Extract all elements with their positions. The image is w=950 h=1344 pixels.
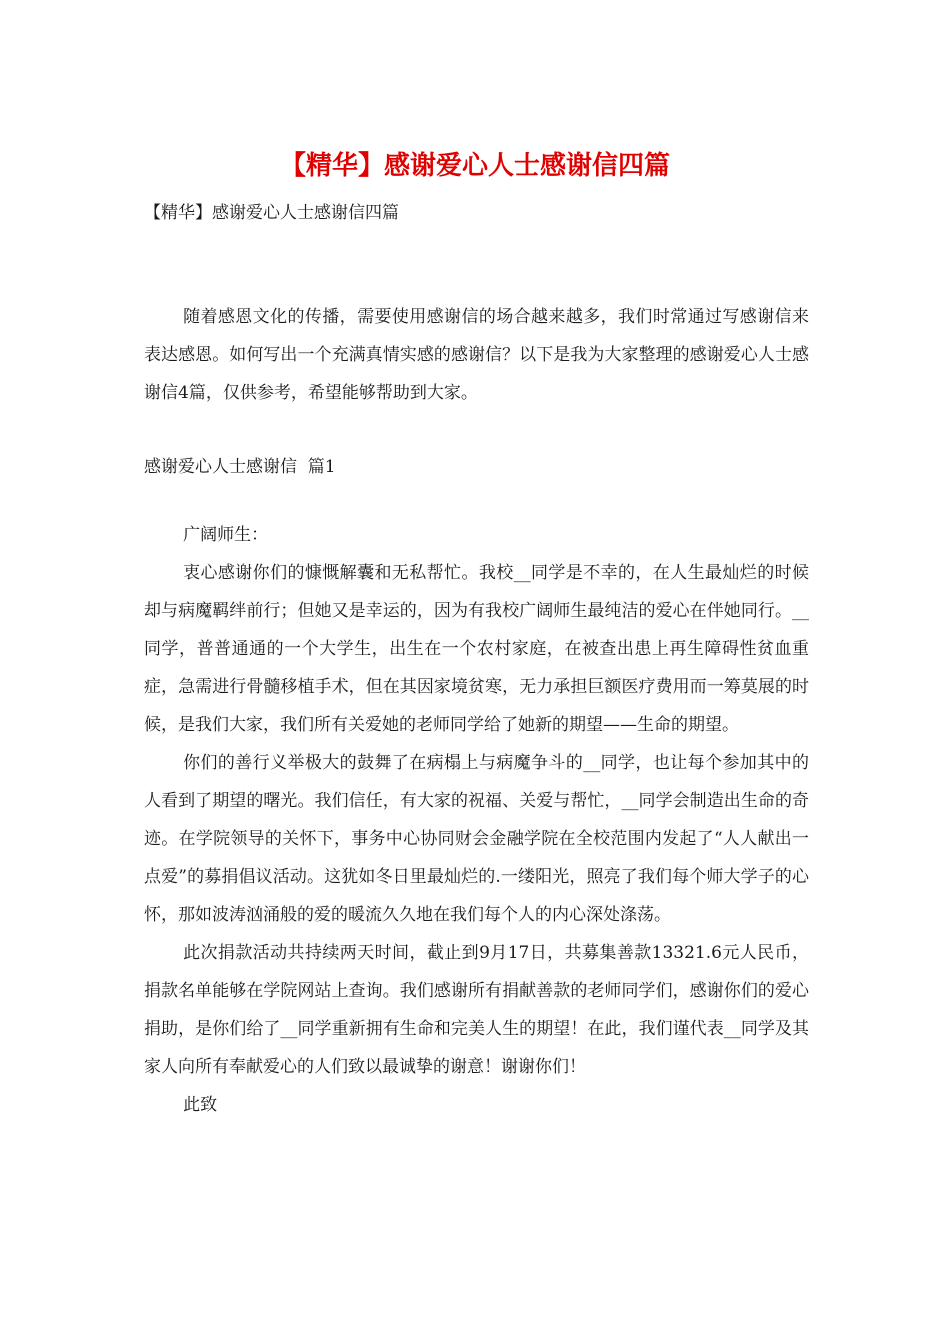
letter-paragraph: 此次捐款活动共持续两天时间，截止到9月17日，共募集善款13321.6元人民币，捐款名单能够在学院网站上查询。我们感谢所有捐献善款的老师同学们，感谢你们的爱心捐助，是你们给了__同学重新拥有生命和完美人生的期望！在此，我们谨代表__同学及其家人向所有奉献爱心的人们致以最诚挚的谢意！谢谢你们！ [144,943,809,1077]
document-title: 【精华】感谢爱心人士感谢信四篇 [279,151,670,181]
letter-paragraph: 衷心感谢你们的慷慨解囊和无私帮忙。我校__同学是不幸的，在人生最灿烂的时候却与病魔羁绊前行；但她又是幸运的，因为有我校广阔师生最纯洁的爱心在伴她同行。__同学，普普通通的一个大学生，出生在一个农村家庭，在被查出患上再生障碍性贫血重症，急需进行骨髓移植手术，但在其因家境贫寒，无力承担巨额医疗费用而一筹莫展的时候，是我们大家，我们所有关爱她的老师同学给了她新的期望——生命的期望。 [144,563,809,735]
letter-paragraph: 你们的善行义举极大的鼓舞了在病榻上与病魔争斗的__同学，也让每个参加其中的人看到了期望的曙光。我们信任，有大家的祝福、关爱与帮忙，__同学会制造出生命的奇迹。在学院领导的关怀下，事务中心协同财会金融学院在全校范围内发起了“人人献出一点爱”的募捐倡议活动。这犹如冬日里最灿烂的.一缕阳光，照亮了我们每个师大学子的心怀，那如波涛汹涌般的爱的暖流久久地在我们每个人的内心深处涤荡。 [144,753,809,925]
closing: 此致 [183,1095,218,1115]
intro-paragraph: 随着感恩文化的传播，需要使用感谢信的场合越来越多，我们时常通过写感谢信来表达感恩。如何写出一个充满真情实感的感谢信？以下是我为大家整理的感谢爱心人士感谢信4篇，仅供参考，希望能够帮助到大家。 [144,307,809,403]
document-subtitle: 【精华】感谢爱心人士感谢信四篇 [144,203,399,223]
section-heading: 感谢爱心人士感谢信 篇1 [144,457,336,477]
document-body [144,298,809,1124]
salutation: 广阔师生： [183,525,269,545]
